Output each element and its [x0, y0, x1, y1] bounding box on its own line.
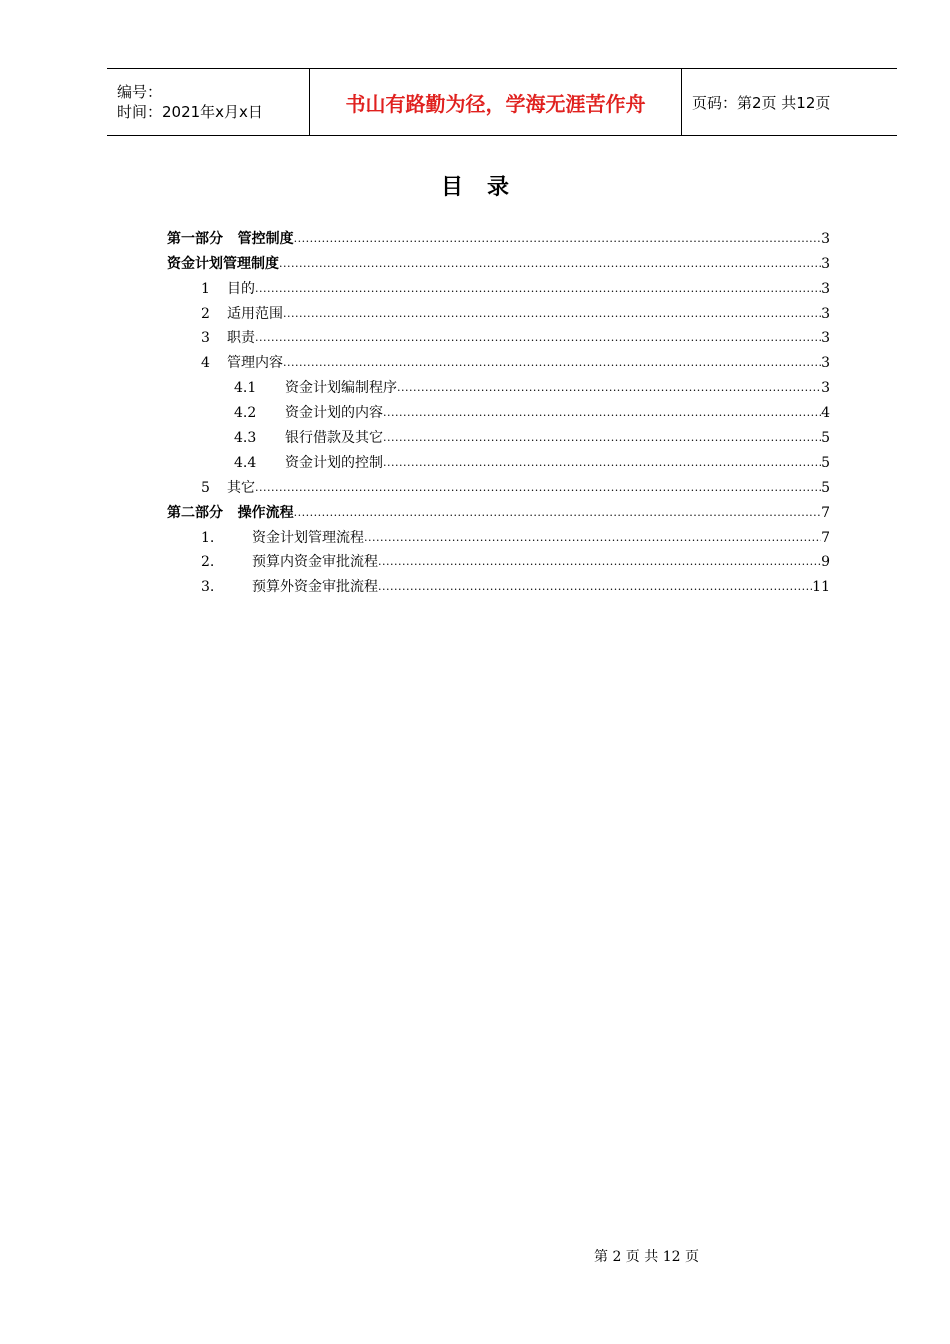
- toc-entry-number: 4.4: [234, 454, 257, 471]
- toc-entry-text: 适用范围: [227, 305, 283, 322]
- toc-entry[interactable]: [167, 323, 830, 348]
- toc-entry-page: 5: [821, 454, 830, 471]
- toc-leader-dots: [378, 578, 812, 596]
- document-date-label: 时间：2021年x月x日: [117, 103, 263, 121]
- toc-entry-number: 3.: [201, 579, 215, 596]
- toc-entry-label: [201, 280, 255, 298]
- page-header: [107, 68, 897, 136]
- toc-entry-number: 5: [201, 479, 210, 496]
- toc-entry-text: 预算内资金审批流程: [252, 554, 378, 571]
- toc-entry[interactable]: [167, 472, 830, 497]
- toc-entry[interactable]: [167, 347, 830, 372]
- toc-entry[interactable]: [167, 372, 830, 397]
- toc-entry[interactable]: [167, 571, 830, 596]
- toc-entry-page: 7: [821, 529, 830, 546]
- toc-entry-number: 4.1: [234, 380, 257, 397]
- document-number-label: 编号：: [117, 83, 163, 101]
- toc-entry-page: 3: [821, 305, 830, 322]
- toc-entry-page: 3: [821, 380, 830, 397]
- toc-entry-page: 9: [821, 554, 830, 571]
- toc-leader-dots: [283, 305, 821, 323]
- toc-entry[interactable]: [167, 447, 830, 472]
- toc-entry[interactable]: [167, 547, 830, 572]
- header-motto: 书山有路勤为径，学海无涯苦作舟: [309, 69, 682, 135]
- toc-entry-label: 第一部分 管控制度: [167, 230, 294, 247]
- toc-entry-page: 3: [821, 355, 830, 372]
- toc-entry[interactable]: [167, 298, 830, 323]
- toc-entry-page: 3: [821, 330, 830, 347]
- toc-entry-label: [201, 354, 283, 372]
- toc-entry-page: 3: [821, 230, 830, 247]
- toc-leader-dots: [383, 429, 821, 447]
- toc-entry[interactable]: [167, 497, 830, 522]
- toc-entry-page: 11: [812, 579, 830, 596]
- toc-entry-text: 资金计划编制程序: [285, 380, 397, 397]
- toc-entry-label: [201, 305, 283, 323]
- toc-entry-page: 3: [821, 255, 830, 272]
- toc-entry-label: [201, 553, 378, 571]
- toc-entry[interactable]: [167, 223, 830, 248]
- toc-entry[interactable]: [167, 397, 830, 422]
- toc-leader-dots: [383, 404, 821, 422]
- toc-entry-number: 2: [201, 305, 210, 322]
- toc-entry-text: 资金计划管理流程: [252, 529, 364, 546]
- toc-entry-text: 其它: [227, 479, 255, 496]
- toc-entry-page: 7: [821, 504, 830, 521]
- header-meta: [107, 69, 309, 135]
- toc-entry-text: 预算外资金审批流程: [252, 579, 378, 596]
- toc-entry-label: [234, 379, 397, 397]
- toc-entry[interactable]: [167, 522, 830, 547]
- toc-leader-dots: [397, 379, 821, 397]
- table-of-contents: [167, 223, 830, 596]
- toc-entry-text: 银行借款及其它: [285, 430, 383, 447]
- toc-leader-dots: [364, 529, 821, 547]
- toc-entry-text: 资金计划的内容: [285, 405, 383, 422]
- toc-entry-label: [201, 329, 255, 347]
- toc-entry-number: 1.: [201, 529, 215, 546]
- page-footer: 第 2 页 共 12 页: [594, 1249, 699, 1265]
- toc-leader-dots: [294, 504, 821, 522]
- toc-leader-dots: [294, 230, 821, 248]
- toc-entry[interactable]: [167, 422, 830, 447]
- toc-leader-dots: [383, 454, 821, 472]
- toc-entry-label: 第二部分 操作流程: [167, 504, 294, 521]
- toc-entry-label: [201, 479, 255, 497]
- toc-entry-page: 4: [821, 405, 830, 422]
- toc-leader-dots: [378, 553, 821, 571]
- header-page-info: 页码：第2页 共12页: [692, 93, 831, 112]
- toc-leader-dots: [255, 280, 821, 298]
- toc-leader-dots: [279, 255, 821, 273]
- toc-entry-page: 5: [821, 479, 830, 496]
- toc-entry-label: [234, 454, 383, 472]
- toc-entry-label: [201, 578, 378, 596]
- toc-entry-number: 4.2: [234, 405, 257, 422]
- toc-entry-text: 资金计划的控制: [285, 454, 383, 471]
- toc-entry-text: 职责: [227, 330, 255, 347]
- toc-entry-label: [234, 429, 383, 447]
- toc-leader-dots: [255, 479, 821, 497]
- toc-leader-dots: [283, 354, 821, 372]
- toc-entry-page: 5: [821, 430, 830, 447]
- toc-entry-label: [234, 404, 383, 422]
- toc-entry-label: [201, 529, 364, 547]
- toc-leader-dots: [255, 329, 821, 347]
- toc-entry-text: 目的: [227, 280, 255, 297]
- toc-entry-number: 4.3: [234, 430, 257, 447]
- toc-entry-label: 资金计划管理制度: [167, 255, 279, 272]
- toc-title: 目录: [440, 175, 533, 200]
- toc-entry-number: 3: [201, 330, 210, 347]
- toc-entry-number: 1: [201, 280, 210, 297]
- toc-entry[interactable]: [167, 248, 830, 273]
- toc-entry-number: 2.: [201, 554, 215, 571]
- toc-entry-page: 3: [821, 280, 830, 297]
- toc-entry[interactable]: [167, 273, 830, 298]
- toc-entry-number: 4: [201, 355, 210, 372]
- toc-entry-text: 管理内容: [227, 355, 283, 372]
